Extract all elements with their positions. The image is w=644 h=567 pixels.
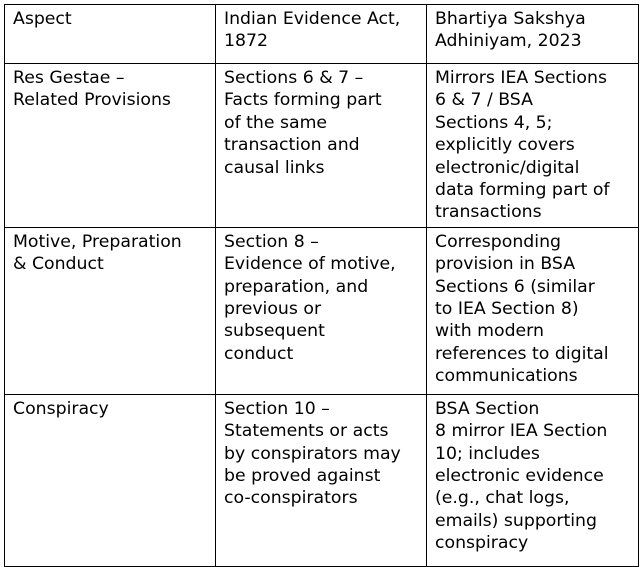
comparison-table (4, 4, 639, 567)
header-cell-bsa: Bhartiya Sakshya Adhiniyam, 2023 (427, 5, 639, 64)
table-row (5, 64, 639, 228)
header-cell-aspect: Aspect (5, 5, 216, 64)
table-cell-bsa: Corresponding provision in BSA Sections 6 (similar to IEA Section 8) with modern references to digital communications (427, 227, 639, 394)
table-cell-aspect: Conspiracy (5, 394, 216, 566)
table-cell-iea: Section 8 – Evidence of motive, preparation, and previous or subsequent conduct (216, 227, 427, 394)
table-cell-iea: Sections 6 & 7 – Facts forming part of the same transaction and causal links (216, 64, 427, 228)
table-cell-aspect: Res Gestae – Related Provisions (5, 64, 216, 228)
table-row (5, 227, 639, 394)
table-cell-bsa: BSA Section 8 mirror IEA Section 10; includes electronic evidence (e.g., chat logs, emails) supporting conspiracy (427, 394, 639, 566)
comparison-table-container (4, 4, 638, 559)
table-header-row (5, 5, 639, 64)
table-cell-aspect: Motive, Preparation & Conduct (5, 227, 216, 394)
table-cell-iea: Section 10 – Statements or acts by conspirators may be proved against co-conspirators (216, 394, 427, 566)
table-cell-bsa: Mirrors IEA Sections 6 & 7 / BSA Sections 4, 5; explicitly covers electronic/digital data forming part of transactions (427, 64, 639, 228)
table-row (5, 394, 639, 566)
header-cell-iea: Indian Evidence Act, 1872 (216, 5, 427, 64)
